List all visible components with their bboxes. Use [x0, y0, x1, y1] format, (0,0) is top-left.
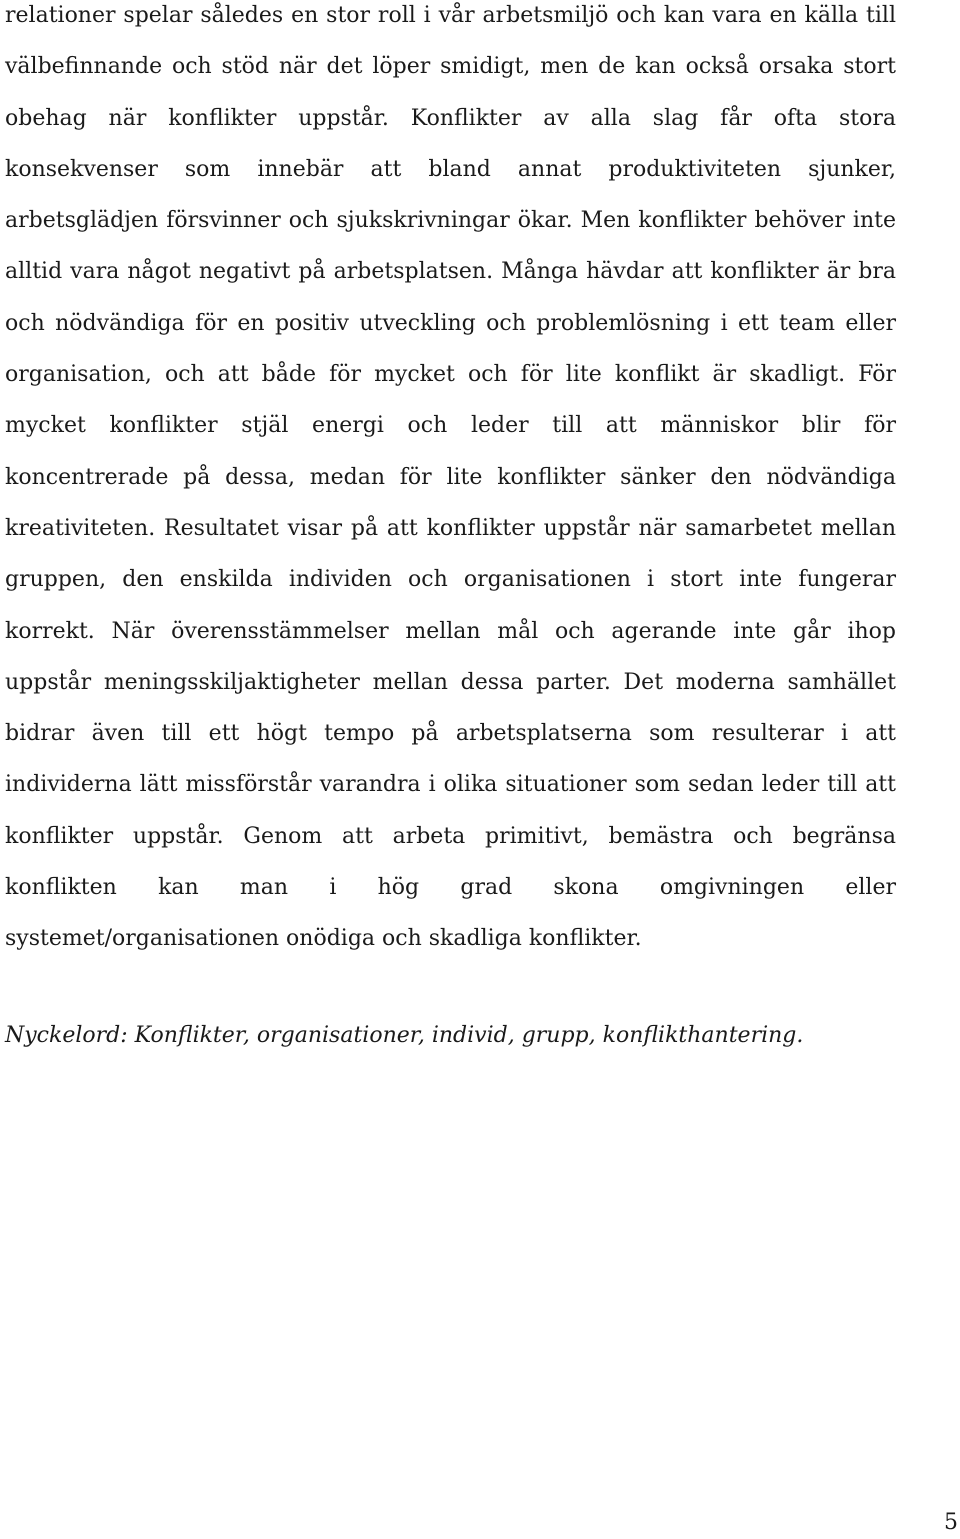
keywords-line: Nyckelord: Konflikter, organisationer, individ, grupp, konflikthantering. [5, 1023, 804, 1048]
page-number: 5 [944, 1510, 958, 1535]
body-paragraph: relationer spelar således en stor roll i vår arbetsmiljö och kan vara en källa till välbefinnande och stöd när det löper smidigt, men de kan också orsaka stort obehag när konflikter uppstår. Konflikter av alla slag får ofta stora konsekvenser som innebär att bland annat produktiviteten sjunker, arbetsglädjen försvinner och sjukskrivningar ökar. Men konflikter behöver inte alltid vara något negativt på arbetsplatsen. Många hävdar att konflikter är bra och nödvändiga för en positiv utveckling och problemlösning i ett team eller organisation, och att både för mycket och för lite konflikt är skadligt. För mycket konflikter stjäl energi och leder till att människor blir för koncentrerade på dessa, medan för lite konflikter sänker den nödvändiga kreativiteten. Resultatet visar på att konflikter uppstår när samarbetet mellan gruppen, den enskilda individen och organisationen i stort inte fungerar korrekt. När överensstämmelser mellan mål och agerande inte går ihop uppstår meningsskiljaktigheter mellan dessa parter. Det moderna samhället bidrar även till ett högt tempo på arbetsplatserna som resulterar i att individerna lätt missförstår varandra i olika situationer som sedan leder till att konflikter uppstår. Genom att arbeta primitivt, bemästra och begränsa konflikten kan man i hög grad skona omgivningen eller systemet/organisationen onödiga och skadliga konflikter. [5, 3, 896, 952]
